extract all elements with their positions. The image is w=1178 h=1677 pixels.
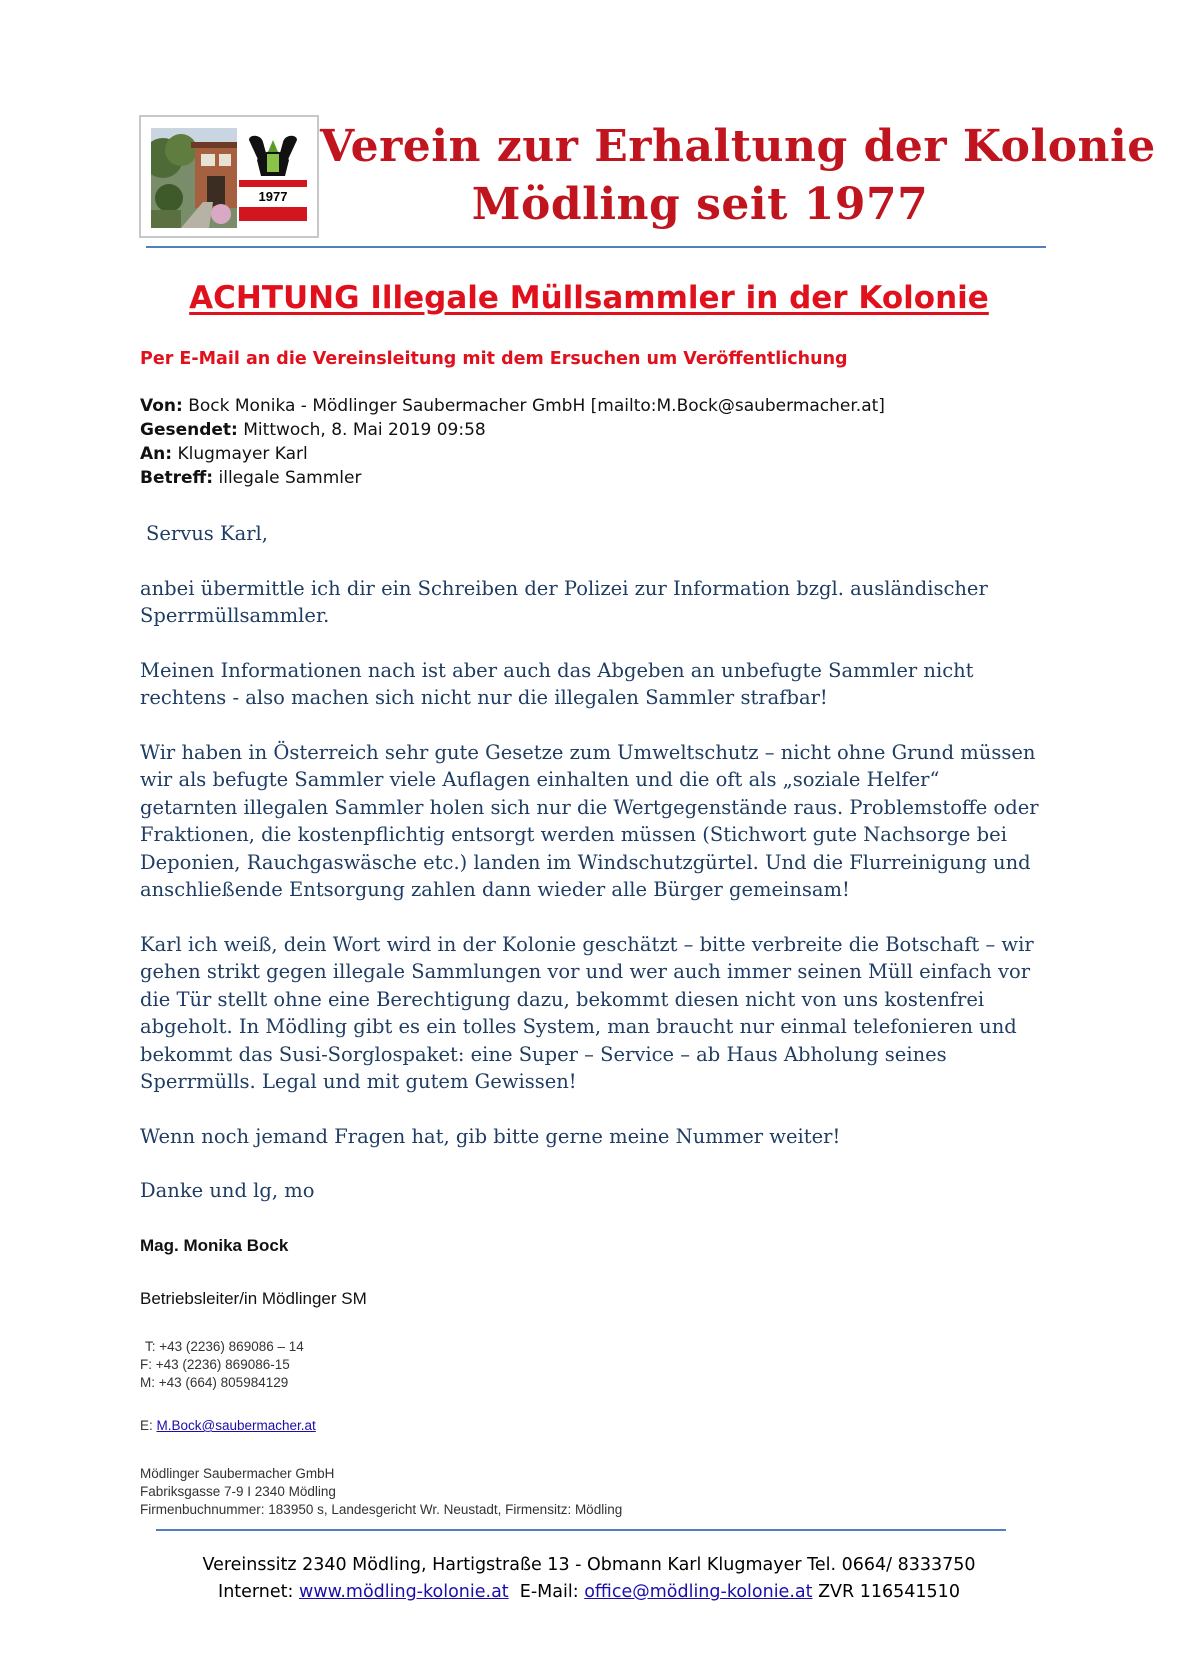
signature-email-link[interactable]: M.Bock@saubermacher.at	[156, 1418, 316, 1433]
body-paragraph-4: Karl ich weiß, dein Wort wird in der Kolonie geschätzt – bitte verbreite die Botschaft – wir gehen strikt gegen illegale Sammlungen vor und wer auch immer seinen Müll einfach vor die Tür stellt ohne eine Berechtigung dazu, bekommt diesen nicht von uns kostenfrei abgeholt. In Mödling gibt es ein tolles System, man braucht nur einmal telefonieren und bekommt das Susi-Sorglospaket: eine Super – Service – ab Haus Abholung seines Sperrmülls. Legal und mit gutem Gewissen!	[140, 932, 1034, 1093]
body-paragraph-1: anbei übermittle ich dir ein Schreiben der Polizei zur Information bzgl. ausländischer Sperrmüllsammler.	[140, 576, 988, 627]
page-footer	[0, 1552, 1178, 1606]
page-subheading: Per E-Mail an die Vereinsleitung mit dem Ersuchen um Veröffentlichung	[140, 349, 848, 369]
club-title-line-1: Verein zur Erhaltung der Kolonie	[320, 121, 1156, 172]
email-sent-label: Gesendet:	[140, 420, 238, 440]
footer-email-label: E-Mail:	[519, 1582, 579, 1602]
header-divider	[146, 246, 1046, 248]
email-to-row	[140, 442, 885, 466]
signature-fax: F: +43 (2236) 869086-15	[140, 1357, 290, 1372]
footer-divider	[156, 1529, 1006, 1531]
signature-contact	[140, 1338, 304, 1392]
email-body	[140, 520, 1040, 1232]
signature-phone: T: +43 (2236) 869086 – 14	[145, 1339, 304, 1354]
signature-role: Betriebsleiter/in Mödlinger SM	[140, 1289, 367, 1308]
email-subject-label: Betreff:	[140, 468, 214, 488]
email-subject-row	[140, 466, 885, 490]
body-paragraph-3: Wir haben in Österreich sehr gute Gesetze zum Umweltschutz – nicht ohne Grund müssen wir als befugte Sammler viele Auflagen einhalten und die oft als „soziale Helfer“ getarnten illegalen Sammler holen sich nur die Wertgegenstände raus. Problemstoffe oder Fraktionen, die kostenpflichtig entsorgt werden müssen (Stichwort gute Nachsorge bei Deponien, Rauchgaswäsche etc.) landen im Windschutzgürtel. Und die Flurreinigung und anschließende Entsorgung zahlen dann wieder alle Bürger gemeinsam!	[140, 740, 1039, 901]
footer-zvr: ZVR 116541510	[818, 1582, 960, 1602]
signature-mobile: M: +43 (664) 805984129	[140, 1375, 289, 1390]
email-subject-value: illegale Sammler	[218, 468, 362, 488]
email-sent-value: Mittwoch, 8. Mai 2019 09:58	[243, 420, 486, 440]
footer-address: Vereinssitz 2340 Mödling, Hartigstraße 13 - Obmann Karl Klugmayer Tel. 0664/ 8333750	[202, 1555, 976, 1575]
footer-internet-label: Internet:	[218, 1582, 294, 1602]
body-paragraph-5: Wenn noch jemand Fragen hat, gib bitte gerne meine Nummer weiter!	[140, 1124, 841, 1148]
company-registry: Firmenbuchnummer: 183950 s, Landesgericht Wr. Neustadt, Firmensitz: Mödling	[140, 1502, 623, 1517]
page-headline: ACHTUNG Illegale Müllsammler in der Kolonie	[189, 280, 989, 316]
footer-contact-row	[0, 1579, 1178, 1606]
email-sent-row	[140, 418, 885, 442]
footer-website-link[interactable]: www.mödling-kolonie.at	[299, 1582, 509, 1602]
body-paragraph-2: Meinen Informationen nach ist aber auch das Abgeben an unbefugte Sammler nicht rechtens - also machen sich nicht nur die illegalen Sammler strafbar!	[140, 658, 974, 709]
footer-email-link[interactable]: office@mödling-kolonie.at	[584, 1582, 813, 1602]
emblem-icon	[239, 130, 307, 226]
email-header	[140, 394, 885, 490]
logo-year-text: 1977	[258, 189, 288, 204]
signature-company	[140, 1465, 622, 1519]
email-from-label: Von:	[140, 396, 183, 416]
club-title	[320, 118, 1156, 234]
house-photo-image	[151, 128, 237, 228]
club-title-line-2: Mödling seit 1977	[471, 179, 929, 230]
signature-email-label: E:	[140, 1418, 153, 1433]
signature-email-row	[140, 1418, 316, 1433]
club-logo	[139, 115, 319, 238]
email-to-value: Klugmayer Karl	[177, 444, 308, 464]
email-closing: Danke und lg, mo	[140, 1179, 315, 1202]
company-name: Mödlinger Saubermacher GmbH	[140, 1466, 335, 1481]
email-greeting: Servus Karl,	[146, 522, 268, 545]
signature-name: Mag. Monika Bock	[140, 1236, 289, 1255]
email-from-row	[140, 394, 885, 418]
company-address: Fabriksgasse 7-9 I 2340 Mödling	[140, 1484, 336, 1499]
email-to-label: An:	[140, 444, 173, 464]
email-from-value: Bock Monika - Mödlinger Saubermacher GmbH [mailto:M.Bock@saubermacher.at]	[188, 396, 885, 416]
